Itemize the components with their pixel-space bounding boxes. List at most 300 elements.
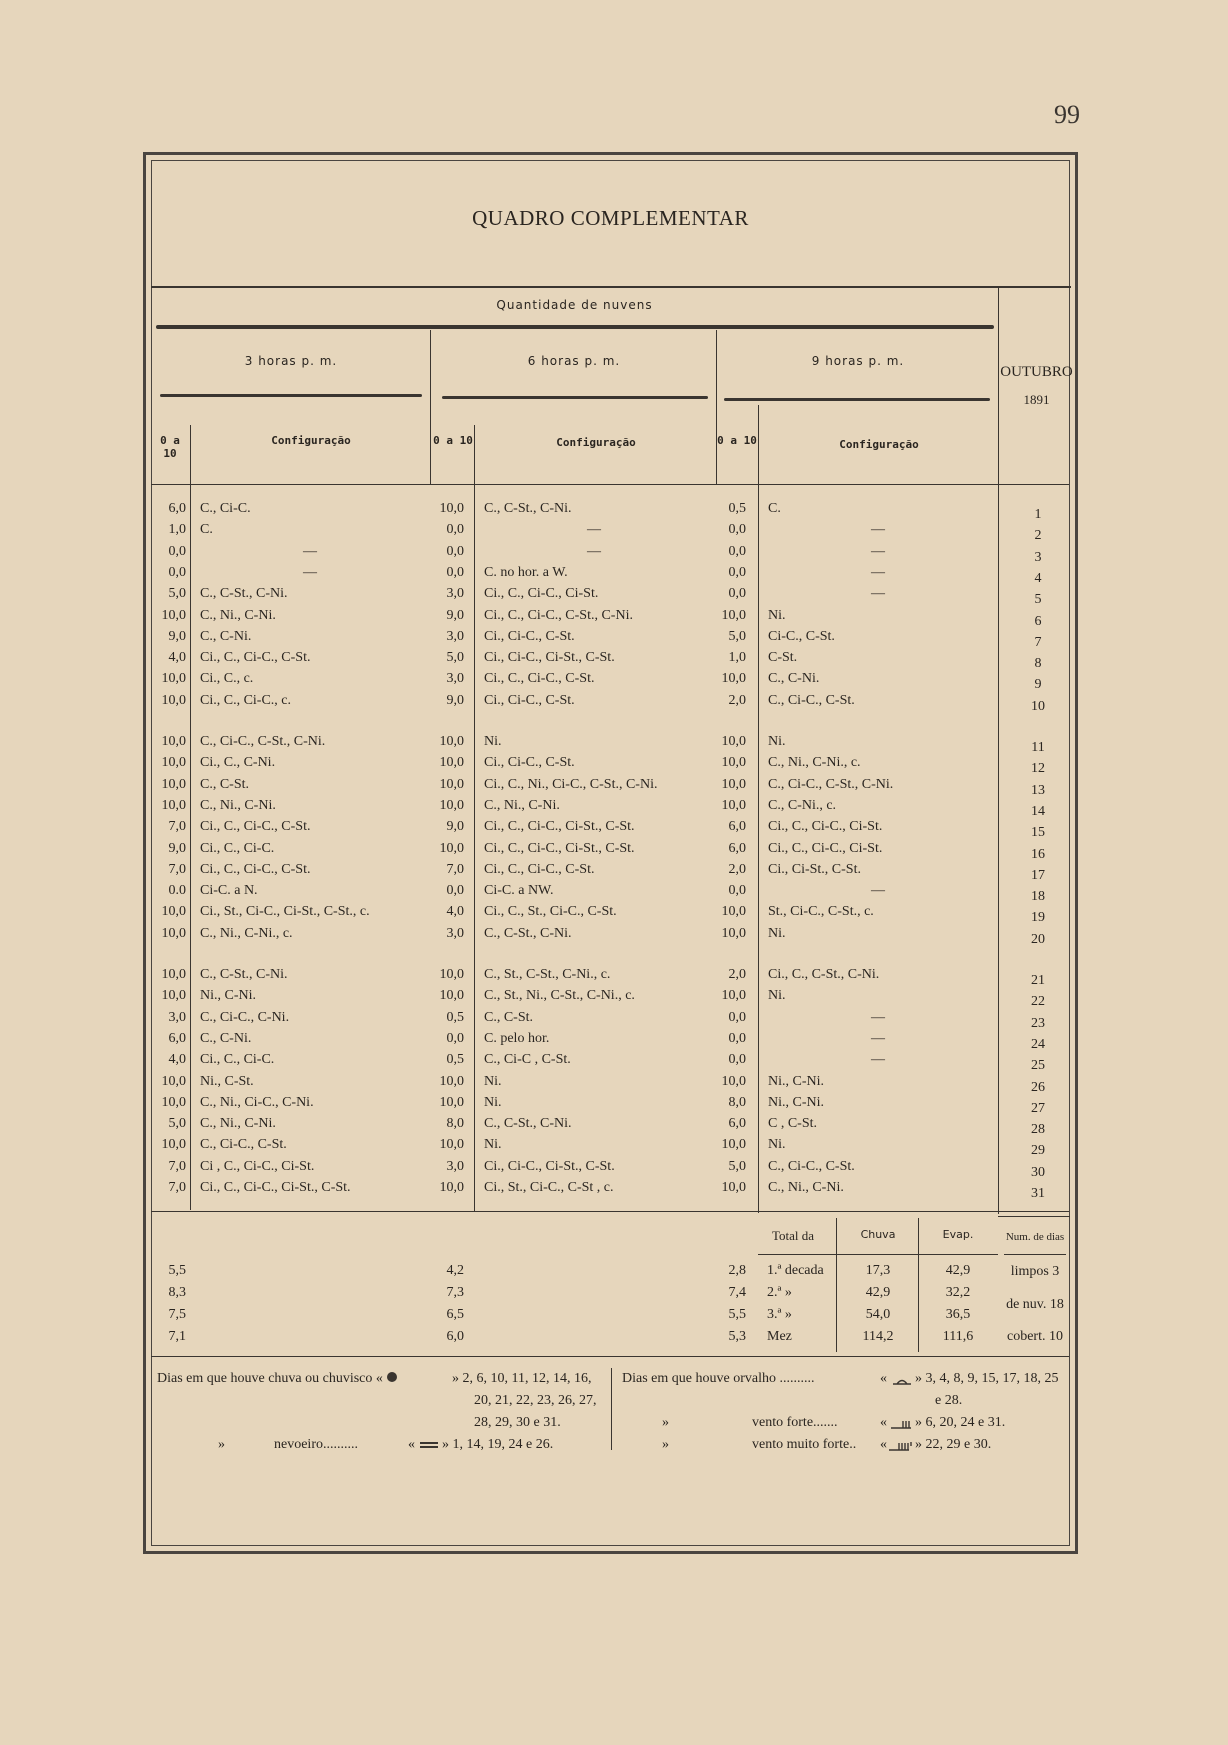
fog-days: » 1, 14, 19, 24 e 26.: [442, 1437, 554, 1452]
dew-symbol-icon: [892, 1376, 912, 1386]
cloud-6h-value: 10,0: [439, 734, 464, 749]
mean-3h: 5,5: [168, 1263, 186, 1278]
cloud-3h-config: Ci-C. a N.: [200, 883, 258, 898]
cloud-9h-value: 2,0: [728, 967, 746, 982]
cloud-3h-value: 10,0: [161, 1137, 186, 1152]
cloud-9h-value: 0,0: [728, 883, 746, 898]
cloud-6h-config: C., C-St., C-Ni.: [484, 501, 572, 516]
mean-6h: 7,3: [446, 1285, 464, 1300]
cloud-3h-config: Ni., C-St.: [200, 1074, 254, 1089]
cloud-3h-value: 7,0: [168, 1180, 186, 1195]
mean-9h: 5,5: [728, 1307, 746, 1322]
rain-days-2: 20, 21, 22, 23, 26, 27,: [474, 1393, 597, 1408]
fog-symbol-icon: [420, 1441, 438, 1451]
cloud-6h-config: C., C-St., C-Ni.: [484, 926, 572, 941]
cloud-9h-config: Ci., C., Ci-C., Ci-St.: [768, 841, 883, 856]
cloud-3h-config: —: [303, 544, 317, 559]
cloud-6h-value: 10,0: [439, 1074, 464, 1089]
day-number: 4: [1034, 571, 1042, 586]
day-number: 13: [1031, 783, 1045, 798]
cloud-3h-value: 0,0: [168, 565, 186, 580]
rain-note-label: [157, 1368, 398, 1390]
dew-label: Dias em que houve orvalho ..........: [622, 1371, 815, 1386]
cloud-9h-value: 1,0: [728, 650, 746, 665]
rain-total: 114,2: [862, 1329, 894, 1344]
cloud-3h-value: 3,0: [168, 1010, 186, 1025]
cloud-9h-config: —: [871, 544, 885, 559]
fog-label: nevoeiro..........: [274, 1437, 358, 1452]
divider-sub-c: [758, 405, 759, 1213]
cloud-9h-config: Ci., C., C-St., C-Ni.: [768, 967, 880, 982]
cloud-9h-config: Ni.: [768, 608, 786, 623]
cloud-3h-config: C., Ci-C.: [200, 501, 251, 516]
dew-quote-mark: «: [880, 1371, 887, 1386]
day-number: 5: [1034, 592, 1042, 607]
cloud-9h-config: C., C-Ni.: [768, 671, 820, 686]
cloud-3h-value: 7,0: [168, 819, 186, 834]
cloud-3h-value: 10,0: [161, 693, 186, 708]
cloud-9h-config: Ni.: [768, 734, 786, 749]
cloud-9h-value: 10,0: [721, 1180, 746, 1195]
cloud-6h-value: 0,0: [446, 544, 464, 559]
wind-label: vento forte.......: [752, 1415, 838, 1430]
month-label: OUTUBRO: [1000, 364, 1073, 380]
cloud-3h-config: Ci., C., C-Ni.: [200, 755, 276, 770]
wind-days: » 6, 20, 24 e 31.: [915, 1415, 1006, 1430]
cloud-9h-value: 0,0: [728, 565, 746, 580]
cloud-6h-value: 10,0: [439, 841, 464, 856]
cloud-6h-config: Ci., C., Ci-C., C-St., C-Ni.: [484, 608, 633, 623]
rain-total: 42,9: [865, 1285, 891, 1300]
summary-evap-label: Evap.: [942, 1228, 974, 1241]
mean-9h: 5,3: [728, 1329, 746, 1344]
cloud-3h-config: C., Ni., C-Ni.: [200, 798, 276, 813]
strong-wind-symbol-icon: [888, 1440, 912, 1452]
notes-divider: [611, 1368, 612, 1450]
cloud-3h-value: 6,0: [168, 501, 186, 516]
cloud-6h-value: 0,5: [446, 1010, 464, 1025]
cloud-6h-value: 10,0: [439, 1095, 464, 1110]
cloud-6h-value: 4,0: [446, 904, 464, 919]
cloud-3h-config: C., Ni., C-Ni., c.: [200, 926, 293, 941]
col-scale-9h: 0 a 10: [717, 434, 757, 447]
cloud-9h-config: —: [871, 1031, 885, 1046]
cloud-9h-value: 10,0: [721, 926, 746, 941]
cloud-9h-config: C., Ci-C., C-St., C-Ni.: [768, 777, 894, 792]
wind-symbol-icon: [890, 1418, 912, 1430]
cloud-9h-value: 10,0: [721, 671, 746, 686]
day-number: 12: [1031, 761, 1045, 776]
cloud-6h-config: Ci., C., Ci-C., Ci-St., C-St.: [484, 819, 635, 834]
cloud-3h-config: C., C-Ni.: [200, 1031, 252, 1046]
divider-month-col: [998, 288, 999, 1214]
cloud-6h-config: C., St., Ni., C-St., C-Ni., c.: [484, 988, 635, 1003]
cloud-6h-config: Ni.: [484, 734, 502, 749]
cloud-6h-value: 3,0: [446, 1159, 464, 1174]
col-config-3h: Configuração: [271, 434, 351, 447]
day-number: 19: [1031, 910, 1045, 925]
header-top-rule: [151, 286, 1071, 288]
summary-div-chuva: [836, 1218, 837, 1352]
cloud-3h-value: 10,0: [161, 671, 186, 686]
evap-total: 111,6: [942, 1329, 974, 1344]
cloud-6h-config: Ci., C., Ni., Ci-C., C-St., C-Ni.: [484, 777, 658, 792]
col-scale-3h: 0 a 10: [160, 434, 180, 460]
cloud-3h-config: Ci., C., Ci-C.: [200, 841, 275, 856]
cloud-9h-value: 0,0: [728, 544, 746, 559]
cloud-6h-config: Ci-C. a NW.: [484, 883, 554, 898]
cloud-9h-config: Ni., C-Ni.: [768, 1074, 824, 1089]
evap-total: 32,2: [945, 1285, 971, 1300]
cloud-6h-value: 0,0: [446, 883, 464, 898]
cloud-3h-value: 10,0: [161, 755, 186, 770]
cloud-6h-value: 3,0: [446, 671, 464, 686]
cloud-3h-config: C., C-St., C-Ni.: [200, 586, 288, 601]
divider-sub-a: [190, 425, 191, 1210]
cloud-6h-config: Ci., Ci-C., C-St.: [484, 693, 575, 708]
cloud-6h-value: 10,0: [439, 988, 464, 1003]
strong-wind-days: » 22, 29 e 30.: [915, 1437, 992, 1452]
cloud-9h-value: 8,0: [728, 1095, 746, 1110]
cloud-3h-value: 4,0: [168, 1052, 186, 1067]
cloud-9h-config: —: [871, 883, 885, 898]
cloud-6h-config: Ci., Ci-C., C-St.: [484, 755, 575, 770]
cloud-6h-value: 3,0: [446, 629, 464, 644]
cloud-3h-value: 5,0: [168, 1116, 186, 1131]
cloud-9h-value: 0,0: [728, 586, 746, 601]
cloud-3h-config: C., Ni., Ci-C., C-Ni.: [200, 1095, 314, 1110]
cloud-3h-value: 6,0: [168, 1031, 186, 1046]
cloud-6h-config: Ci., Ci-C., C-St.: [484, 629, 575, 644]
cloud-3h-value: 0,0: [168, 544, 186, 559]
rain-quote-mark: «: [375, 1371, 383, 1386]
cloud-6h-config: Ni.: [484, 1095, 502, 1110]
cloud-3h-value: 10,0: [161, 1074, 186, 1089]
cloud-6h-config: Ci., C., Ci-C., C-St.: [484, 671, 595, 686]
rain-label: Dias em que houve chuva ou chuvisco: [157, 1371, 373, 1386]
cloud-6h-value: 3,0: [446, 926, 464, 941]
cloud-6h-value: 10,0: [439, 967, 464, 982]
fog-quote-mark: «: [408, 1437, 415, 1452]
dew-days-1: » 3, 4, 8, 9, 15, 17, 18, 25: [915, 1371, 1059, 1386]
col-config-6h: Configuração: [556, 436, 636, 449]
day-number: 10: [1031, 699, 1045, 714]
cloud-3h-value: 10,0: [161, 777, 186, 792]
summary-days-rule: [1004, 1254, 1066, 1255]
cloud-9h-config: Ci., C., Ci-C., Ci-St.: [768, 819, 883, 834]
cloud-6h-config: Ci., St., Ci-C., C-St , c.: [484, 1180, 614, 1195]
cloud-3h-config: C., Ci-C., C-St., C-Ni.: [200, 734, 326, 749]
cloud-9h-config: —: [871, 1010, 885, 1025]
cloud-9h-config: —: [871, 522, 885, 537]
brace-6h: [442, 396, 708, 399]
cloud-3h-value: 4,0: [168, 650, 186, 665]
mean-9h: 7,4: [728, 1285, 746, 1300]
day-number: 28: [1031, 1122, 1045, 1137]
mean-6h: 4,2: [446, 1263, 464, 1278]
cloud-6h-config: C. no hor. a W.: [484, 565, 568, 580]
rain-symbol-icon: [386, 1371, 398, 1383]
brace-3h: [160, 394, 422, 397]
cloud-9h-config: C., Ci-C., C-St.: [768, 693, 855, 708]
cloud-6h-config: Ci., C., St., Ci-C., C-St.: [484, 904, 617, 919]
cloud-6h-config: —: [587, 544, 601, 559]
cloud-6h-value: 10,0: [439, 798, 464, 813]
cloud-6h-config: C., C-St., C-Ni.: [484, 1116, 572, 1131]
dew-days-2: e 28.: [935, 1393, 963, 1408]
cloud-9h-value: 0,0: [728, 1031, 746, 1046]
cloud-9h-config: —: [871, 586, 885, 601]
days-cloudy: de nuv. 18: [1006, 1297, 1064, 1312]
summary-total-label: Total da: [772, 1228, 815, 1243]
summary-chuva-label: Chuva: [860, 1228, 896, 1241]
day-number: 18: [1031, 889, 1045, 904]
day-number: 27: [1031, 1101, 1045, 1116]
cloud-6h-config: Ci., C., Ci-C., Ci-St., C-St.: [484, 841, 635, 856]
cloud-3h-config: C., Ni., C-Ni.: [200, 1116, 276, 1131]
group-header: Quantidade de nuvens: [496, 298, 653, 312]
cloud-9h-config: C., Ci-C., C-St.: [768, 1159, 855, 1174]
cloud-3h-config: Ci., C., Ci-C., Ci-St., C-St.: [200, 1180, 351, 1195]
col-config-9h: Configuração: [839, 438, 919, 451]
cloud-9h-config: Ci-C., C-St.: [768, 629, 835, 644]
cloud-3h-config: Ci., C., Ci-C., C-St.: [200, 862, 311, 877]
divider-3h-6h: [430, 330, 431, 485]
cloud-6h-value: 9,0: [446, 693, 464, 708]
day-number: 30: [1031, 1165, 1045, 1180]
cloud-3h-value: 10,0: [161, 798, 186, 813]
cloud-3h-config: C.: [200, 522, 213, 537]
cloud-3h-config: C., Ci-C., C-Ni.: [200, 1010, 290, 1025]
group-brace: [156, 325, 994, 329]
rain-total: 54,0: [865, 1307, 891, 1322]
page-number: 99: [1054, 100, 1080, 129]
strong-wind-label: vento muito forte..: [752, 1437, 857, 1452]
cloud-6h-value: 10,0: [439, 777, 464, 792]
divider-6h-9h: [716, 330, 717, 485]
cloud-6h-config: C., C-St.: [484, 1010, 534, 1025]
evap-total: 42,9: [945, 1263, 971, 1278]
cloud-6h-value: 8,0: [446, 1116, 464, 1131]
day-number: 9: [1034, 677, 1042, 692]
fog-prefix: »: [218, 1437, 225, 1452]
cloud-9h-config: C-St.: [768, 650, 798, 665]
day-number: 2: [1034, 528, 1042, 543]
cloud-3h-config: C., C-St.: [200, 777, 250, 792]
cloud-9h-value: 10,0: [721, 1137, 746, 1152]
cloud-9h-value: 10,0: [721, 755, 746, 770]
cloud-3h-config: Ci., C., c.: [200, 671, 254, 686]
cloud-9h-config: C., Ni., C-Ni.: [768, 1180, 844, 1195]
summary-div-evap: [918, 1218, 919, 1352]
cloud-3h-config: —: [303, 565, 317, 580]
day-number: 17: [1031, 868, 1045, 883]
cloud-6h-config: Ni.: [484, 1137, 502, 1152]
cloud-9h-config: Ni.: [768, 988, 786, 1003]
cloud-3h-value: 5,0: [168, 586, 186, 601]
cloud-9h-value: 0,0: [728, 1010, 746, 1025]
day-number: 22: [1031, 994, 1045, 1009]
cloud-9h-value: 0,0: [728, 522, 746, 537]
cloud-3h-value: 10,0: [161, 967, 186, 982]
period-label: Mez: [767, 1329, 792, 1344]
cloud-6h-config: Ci., Ci-C., Ci-St., C-St.: [484, 1159, 615, 1174]
cloud-3h-value: 9,0: [168, 629, 186, 644]
cloud-9h-config: Ni., C-Ni.: [768, 1095, 824, 1110]
cloud-9h-value: 10,0: [721, 1074, 746, 1089]
cloud-9h-config: —: [871, 1052, 885, 1067]
cloud-6h-config: C., Ci-C , C-St.: [484, 1052, 571, 1067]
day-number: 29: [1031, 1143, 1045, 1158]
time-header-6h: 6 horas p. m.: [527, 354, 621, 368]
cloud-9h-value: 10,0: [721, 608, 746, 623]
cloud-3h-config: C., C-St., C-Ni.: [200, 967, 288, 982]
day-number: 8: [1034, 656, 1042, 671]
data-bottom-rule: [151, 1211, 1069, 1212]
subheader-rule: [151, 484, 1069, 485]
day-number: 21: [1031, 973, 1045, 988]
day-number: 7: [1034, 635, 1042, 650]
cloud-6h-value: 9,0: [446, 819, 464, 834]
cloud-9h-value: 2,0: [728, 862, 746, 877]
cloud-3h-config: C., C-Ni.: [200, 629, 252, 644]
day-number: 11: [1031, 740, 1045, 755]
period-label: 3.ª »: [767, 1307, 792, 1322]
cloud-6h-config: —: [587, 522, 601, 537]
col-scale-6h: 0 a 10: [433, 434, 473, 447]
cloud-9h-value: 10,0: [721, 777, 746, 792]
cloud-3h-value: 10,0: [161, 734, 186, 749]
cloud-3h-value: 10,0: [161, 988, 186, 1003]
divider-sub-b: [474, 425, 475, 1212]
mean-9h: 2,8: [728, 1263, 746, 1278]
day-number: 16: [1031, 847, 1045, 862]
cloud-3h-value: 7,0: [168, 862, 186, 877]
cloud-9h-value: 2,0: [728, 693, 746, 708]
cloud-9h-config: Ni.: [768, 926, 786, 941]
cloud-9h-value: 5,0: [728, 629, 746, 644]
cloud-3h-config: C., Ci-C., C-St.: [200, 1137, 287, 1152]
cloud-6h-config: C., St., C-St., C-Ni., c.: [484, 967, 611, 982]
cloud-3h-config: C., Ni., C-Ni.: [200, 608, 276, 623]
summary-days-top-rule: [998, 1216, 1070, 1217]
cloud-9h-config: Ni.: [768, 1137, 786, 1152]
cloud-3h-config: Ci., C., Ci-C., C-St.: [200, 650, 311, 665]
cloud-6h-config: C. pelo hor.: [484, 1031, 550, 1046]
cloud-6h-value: 3,0: [446, 586, 464, 601]
mean-6h: 6,5: [446, 1307, 464, 1322]
cloud-9h-config: C., Ni., C-Ni., c.: [768, 755, 861, 770]
mean-6h: 6,0: [446, 1329, 464, 1344]
cloud-6h-value: 0,0: [446, 565, 464, 580]
cloud-3h-value: 7,0: [168, 1159, 186, 1174]
cloud-6h-value: 0,0: [446, 522, 464, 537]
notes-top-rule: [151, 1356, 1069, 1357]
cloud-9h-config: Ci., Ci-St., C-St.: [768, 862, 861, 877]
cloud-3h-value: 10,0: [161, 904, 186, 919]
cloud-3h-config: Ci , C., Ci-C., Ci-St.: [200, 1159, 315, 1174]
cloud-3h-value: 9,0: [168, 841, 186, 856]
cloud-9h-value: 10,0: [721, 988, 746, 1003]
cloud-9h-value: 10,0: [721, 904, 746, 919]
mean-3h: 7,5: [168, 1307, 186, 1322]
cloud-9h-value: 0,0: [728, 1052, 746, 1067]
year-label: 1891: [1023, 392, 1050, 407]
cloud-3h-value: 1,0: [168, 522, 186, 537]
cloud-3h-value: 10,0: [161, 608, 186, 623]
cloud-6h-config: Ci., Ci-C., Ci-St., C-St.: [484, 650, 615, 665]
cloud-9h-config: C , C-St.: [768, 1116, 818, 1131]
strong-wind-prefix: »: [662, 1437, 669, 1452]
day-number: 25: [1031, 1058, 1045, 1073]
cloud-9h-value: 10,0: [721, 798, 746, 813]
cloud-6h-value: 10,0: [439, 1137, 464, 1152]
summary-days-label: Num. de dias: [1005, 1231, 1065, 1243]
days-clear: limpos 3: [1010, 1264, 1060, 1279]
summary-header-rule: [758, 1254, 998, 1255]
strong-wind-quote-mark: «: [880, 1437, 887, 1452]
rain-days-3: 28, 29, 30 e 31.: [474, 1415, 561, 1430]
mean-3h: 7,1: [168, 1329, 186, 1344]
page-title: QUADRO COMPLEMENTAR: [472, 206, 749, 230]
day-number: 20: [1031, 932, 1045, 947]
cloud-6h-value: 5,0: [446, 650, 464, 665]
cloud-9h-value: 6,0: [728, 841, 746, 856]
cloud-6h-config: Ci., C., Ci-C., Ci-St.: [484, 586, 599, 601]
mean-3h: 8,3: [168, 1285, 186, 1300]
cloud-6h-value: 9,0: [446, 608, 464, 623]
cloud-9h-config: C., C-Ni., c.: [768, 798, 837, 813]
day-number: 1: [1034, 507, 1042, 522]
evap-total: 36,5: [945, 1307, 971, 1322]
day-number: 15: [1031, 825, 1045, 840]
cloud-9h-value: 0,5: [728, 501, 746, 516]
cloud-3h-config: Ni., C-Ni.: [200, 988, 256, 1003]
wind-prefix: »: [662, 1415, 669, 1430]
cloud-9h-value: 5,0: [728, 1159, 746, 1174]
rain-days-1: » 2, 6, 10, 11, 12, 14, 16,: [452, 1371, 592, 1386]
cloud-3h-config: Ci., C., Ci-C., c.: [200, 693, 292, 708]
cloud-6h-value: 7,0: [446, 862, 464, 877]
cloud-6h-config: Ci., C., Ci-C., C-St.: [484, 862, 595, 877]
cloud-3h-value: 0.0: [168, 883, 186, 898]
cloud-3h-config: Ci., St., Ci-C., Ci-St., C-St., c.: [200, 904, 370, 919]
day-number: 24: [1031, 1037, 1045, 1052]
cloud-9h-value: 10,0: [721, 734, 746, 749]
period-label: 1.ª decada: [767, 1263, 824, 1278]
time-header-3h: 3 horas p. m.: [244, 354, 338, 368]
cloud-6h-config: Ni.: [484, 1074, 502, 1089]
days-overcast: cobert. 10: [1007, 1329, 1063, 1344]
cloud-9h-config: —: [871, 565, 885, 580]
cloud-9h-value: 6,0: [728, 819, 746, 834]
wind-quote-mark: «: [880, 1415, 887, 1430]
day-number: 6: [1034, 614, 1042, 629]
cloud-9h-value: 6,0: [728, 1116, 746, 1131]
cloud-6h-config: C., Ni., C-Ni.: [484, 798, 560, 813]
cloud-3h-config: Ci., C., Ci-C.: [200, 1052, 275, 1067]
cloud-6h-value: 10,0: [439, 501, 464, 516]
rain-total: 17,3: [865, 1263, 891, 1278]
cloud-6h-value: 10,0: [439, 1180, 464, 1195]
brace-9h: [724, 398, 990, 401]
cloud-6h-value: 0,5: [446, 1052, 464, 1067]
cloud-6h-value: 10,0: [439, 755, 464, 770]
cloud-3h-value: 10,0: [161, 926, 186, 941]
day-number: 23: [1031, 1016, 1045, 1031]
day-number: 3: [1034, 550, 1042, 565]
day-number: 31: [1031, 1186, 1045, 1201]
